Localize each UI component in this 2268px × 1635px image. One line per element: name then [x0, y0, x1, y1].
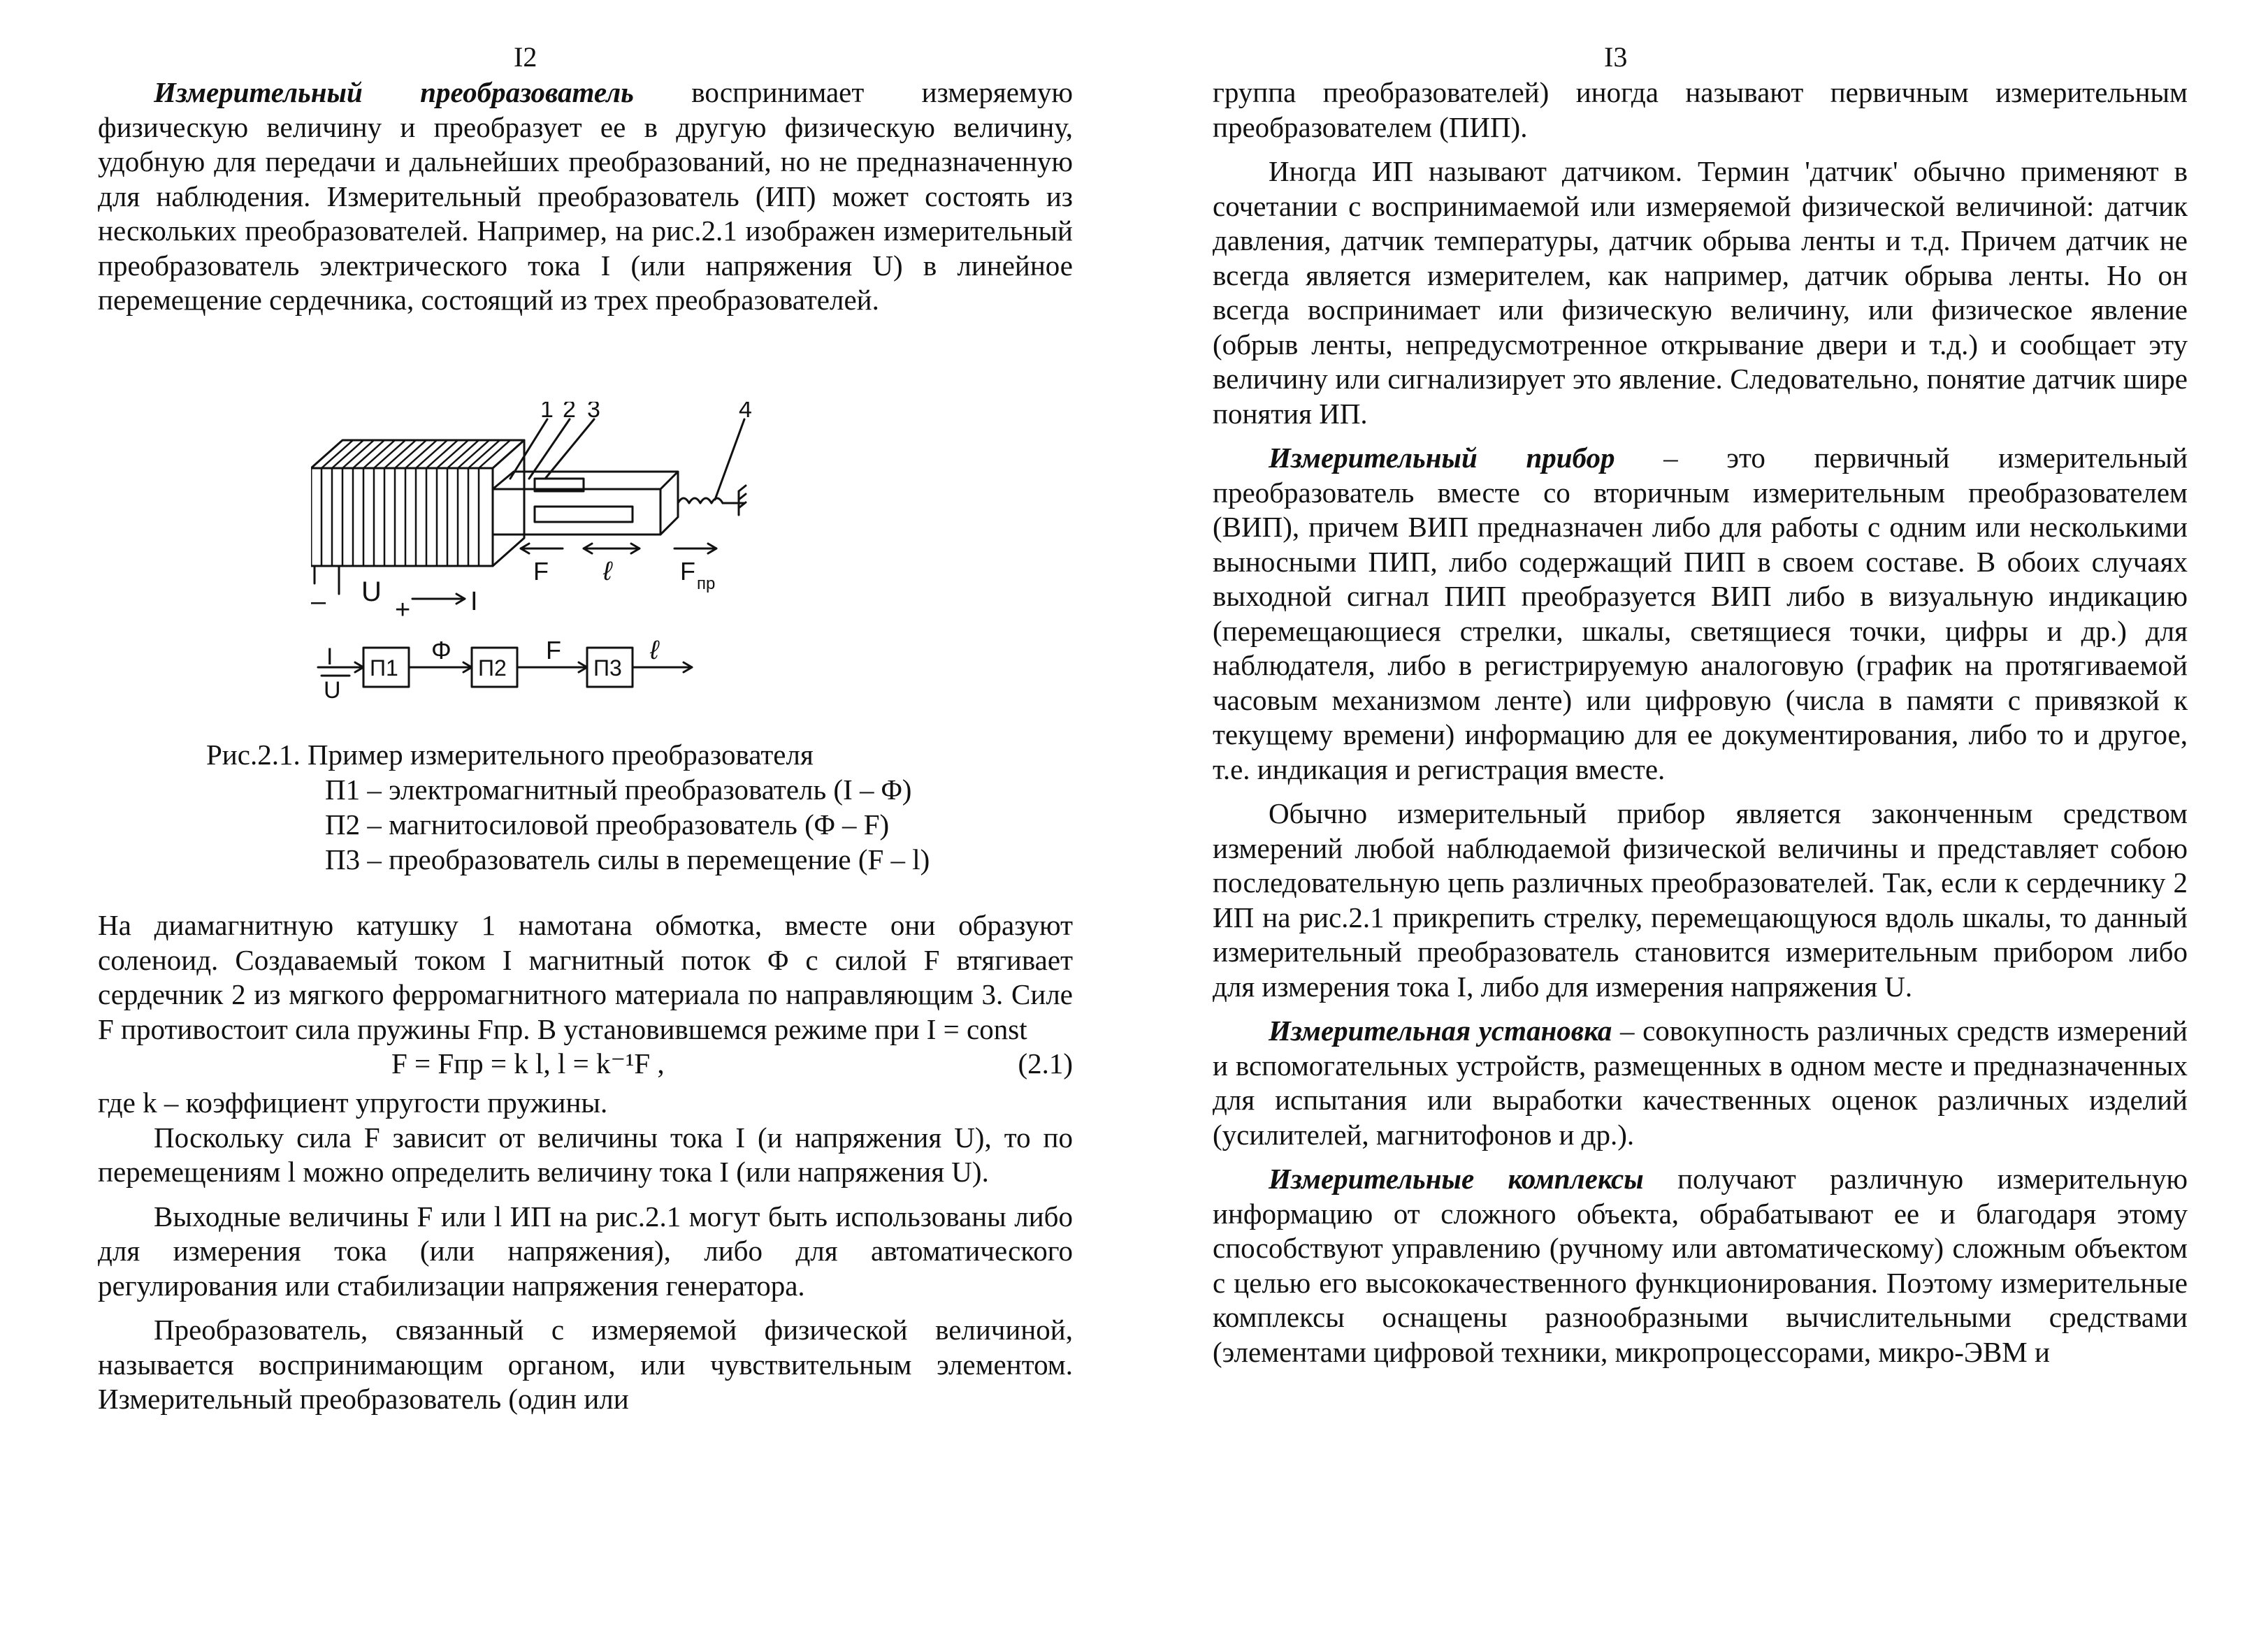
callout-3: 3 [587, 402, 600, 423]
caption-item: П2 – магнитосиловой преобразователь (Φ – F) [325, 808, 890, 841]
label-l: ℓ [603, 557, 612, 586]
term: Измерительная установка [1269, 1015, 1612, 1047]
formula: F = Fпр = k l, l = k⁻¹F , [391, 1047, 665, 1080]
right-text [1213, 75, 2188, 1369]
callout-4: 4 [739, 402, 752, 423]
paragraph [98, 75, 1073, 318]
label-I: I [470, 587, 478, 616]
force-arrow [521, 544, 563, 553]
figure-caption [206, 737, 1073, 877]
callout-2: 2 [563, 402, 576, 423]
paragraph [1213, 1014, 2188, 1152]
term: Измерительный преобразователь [154, 76, 634, 108]
left-text-bottom [98, 908, 1073, 1417]
term: Измерительный прибор [1269, 442, 1615, 474]
left-page [98, 0, 1073, 1635]
equation-number: (2.1) [1018, 1047, 1073, 1080]
paragraph-text: – совокупность различных средств измерений и вспомогательных устройств, размещенных в одном месте и предназначенных для испытания или выработки качественных оценок различных изделий (усилителей, магнитофонов и др.). [1213, 1015, 2188, 1151]
paragraph-text: воспринимает измеряемую физическую величину и преобразует ее в другую физическую величину, удобную для передачи и дальнейших преобразований, но не предназначенную для наблюдения. Измерительный преобразователь (ИП) может состоять из нескольких преобразователей. Например, на рис.2.1 изображен измерительный преобразователь электрического тока I (или напряжения U) в линейное перемещение сердечника, состоящий из трех преобразователей. [98, 76, 1073, 316]
caption-item: П1 – электромагнитный преобразователь (I – Φ) [325, 773, 912, 806]
coil-winding [322, 440, 510, 566]
page-number: I3 [1604, 41, 1628, 73]
caption-title: Рис.2.1. Пример измерительного преобразователя [206, 739, 814, 771]
paragraph: Поскольку сила F зависит от величины тока I (и напряжения U), то по перемещениям l можно определить величину тока I (или напряжения U). [98, 1121, 1073, 1188]
term: Измерительные комплексы [1269, 1163, 1644, 1195]
paragraph: группа преобразователей) иногда называют первичным измерительным преобразователем (ПИП). [1213, 76, 2188, 143]
callout-leaders [510, 419, 744, 500]
figure-solenoid-diagram [311, 402, 814, 709]
paragraph [1213, 441, 2188, 787]
paragraph: На диамагнитную катушку 1 намотана обмотка, вместе они образуют соленоид. Создаваемый током I магнитный поток Φ с силой F втягивает сердечник 2 из мягкого ферромагнитного материала по направляющим 3. Силе F противостоит сила пружины Fпр. В установившемся режиме при I = const [98, 909, 1073, 1045]
coil-top [311, 440, 524, 468]
core-guide [493, 489, 660, 535]
paragraph: Иногда ИП называют датчиком. Термин 'датчик' обычно применяют в сочетании с воспринимаемой или измеряемой физической величиной: датчик давления, датчик температуры, датчик обрыва ленты и т.д. Причем датчик не всегда является измерителем, как например, датчик обрыва ленты. Но он всегда воспринимает или физическую величину, или физическое явление (обрыв ленты, непредусмотренное открывание двери и т.д.) и сообщает эту величину или сигнализирует это явление. Следовательно, понятие датчик шире понятия ИП. [1213, 155, 2188, 430]
paragraph-text: получают различную измерительную информацию от сложного объекта, обрабатывают ее и благодаря этому способствуют управлению (ручному или автоматическому) сложным объектом с целью его высококачественного функционирования. Поэтому измерительные комплексы оснащены разнообразными вычислительными средствами (элементами цифровой техники, микропроцессорами, микро-ЭВМ и [1213, 1163, 2188, 1368]
block-p3-label: П3 [593, 655, 622, 681]
spring-anchor [723, 486, 746, 515]
chain-label-phi: Φ [431, 636, 452, 664]
label-U: U [361, 576, 382, 607]
paragraph [1213, 1162, 2188, 1369]
current-arrow [412, 594, 465, 604]
label-F: F [533, 557, 549, 586]
label-minus: – [311, 587, 326, 616]
right-page [1213, 0, 2188, 1635]
label-Fpr: F [680, 557, 695, 586]
left-text-top [98, 75, 1073, 318]
core-slot [535, 507, 633, 522]
label-plus: + [395, 595, 411, 625]
chain-label-F: F [546, 636, 561, 664]
paragraph-text: – это первичный измерительный преобразователь вместе со вторичным измерительным преобразователем (ВИП), причем ВИП предназначен либо для работы с одним или несколькими выносными ПИП, либо содержащий ПИП в своем составе. В обоих случаях выходной сигнал ПИП преобразуется ВИП либо в визуальную индикацию (перемещающиеся стрелки, шкалы, светящиеся точки, цифры и др.) для наблюдателя, либо в регистрируемую аналоговую (график на протягиваемой часовым механизмом ленте) или цифровую (числа в памяти с привязкой к текущему времени) информацию для ее документирования, либо то и другое, т.е. индикация и регистрация вместе. [1213, 442, 2188, 785]
chain-arrow-out [633, 662, 692, 672]
chain-input-bottom: U [324, 677, 341, 704]
coil-front [311, 468, 493, 566]
paragraph: Обычно измерительный прибор является законченным средством измерений любой наблюдаемой физической величины и представляет собою последовательную цепь различных преобразователей. Так, если к сердечнику 2 ИП на рис.2.1 прикрепить стрелку, перемещающуюся вдоль шкалы, то данный измерительный преобразователь становится измерительным прибором либо для измерения тока I, либо для измерения напряжения U. [1213, 797, 2188, 1003]
paragraph: Выходные величины F или l ИП на рис.2.1 могут быть использованы либо для измерения тока (или напряжения), либо для автоматического регулирования или стабилизации напряжения генератора. [98, 1200, 1073, 1302]
spring-force-arrow [674, 544, 716, 553]
coil-side [493, 440, 524, 566]
displacement-arrow [584, 544, 640, 553]
callout-1: 1 [540, 402, 554, 423]
core-guide-top [493, 472, 678, 535]
chain-input-top: I [326, 644, 333, 670]
block-p1-label: П1 [370, 655, 398, 681]
page-number: I2 [514, 41, 537, 73]
block-p2-label: П2 [478, 655, 507, 681]
label-Fpr-sub: пр [697, 574, 716, 593]
paragraph: Преобразователь, связанный с измеряемой физической величиной, называется воспринимающим органом, или чувствительным элементом. Измерительный преобразователь (один или [98, 1314, 1073, 1415]
chain-label-l: ℓ [650, 636, 659, 665]
formula-row [98, 1047, 1073, 1086]
chain-arrow-in [318, 662, 363, 672]
caption-item: П3 – преобразователь силы в перемещение (F – l) [325, 843, 930, 875]
paragraph: где k – коэффициент упругости пружины. [98, 1087, 608, 1119]
